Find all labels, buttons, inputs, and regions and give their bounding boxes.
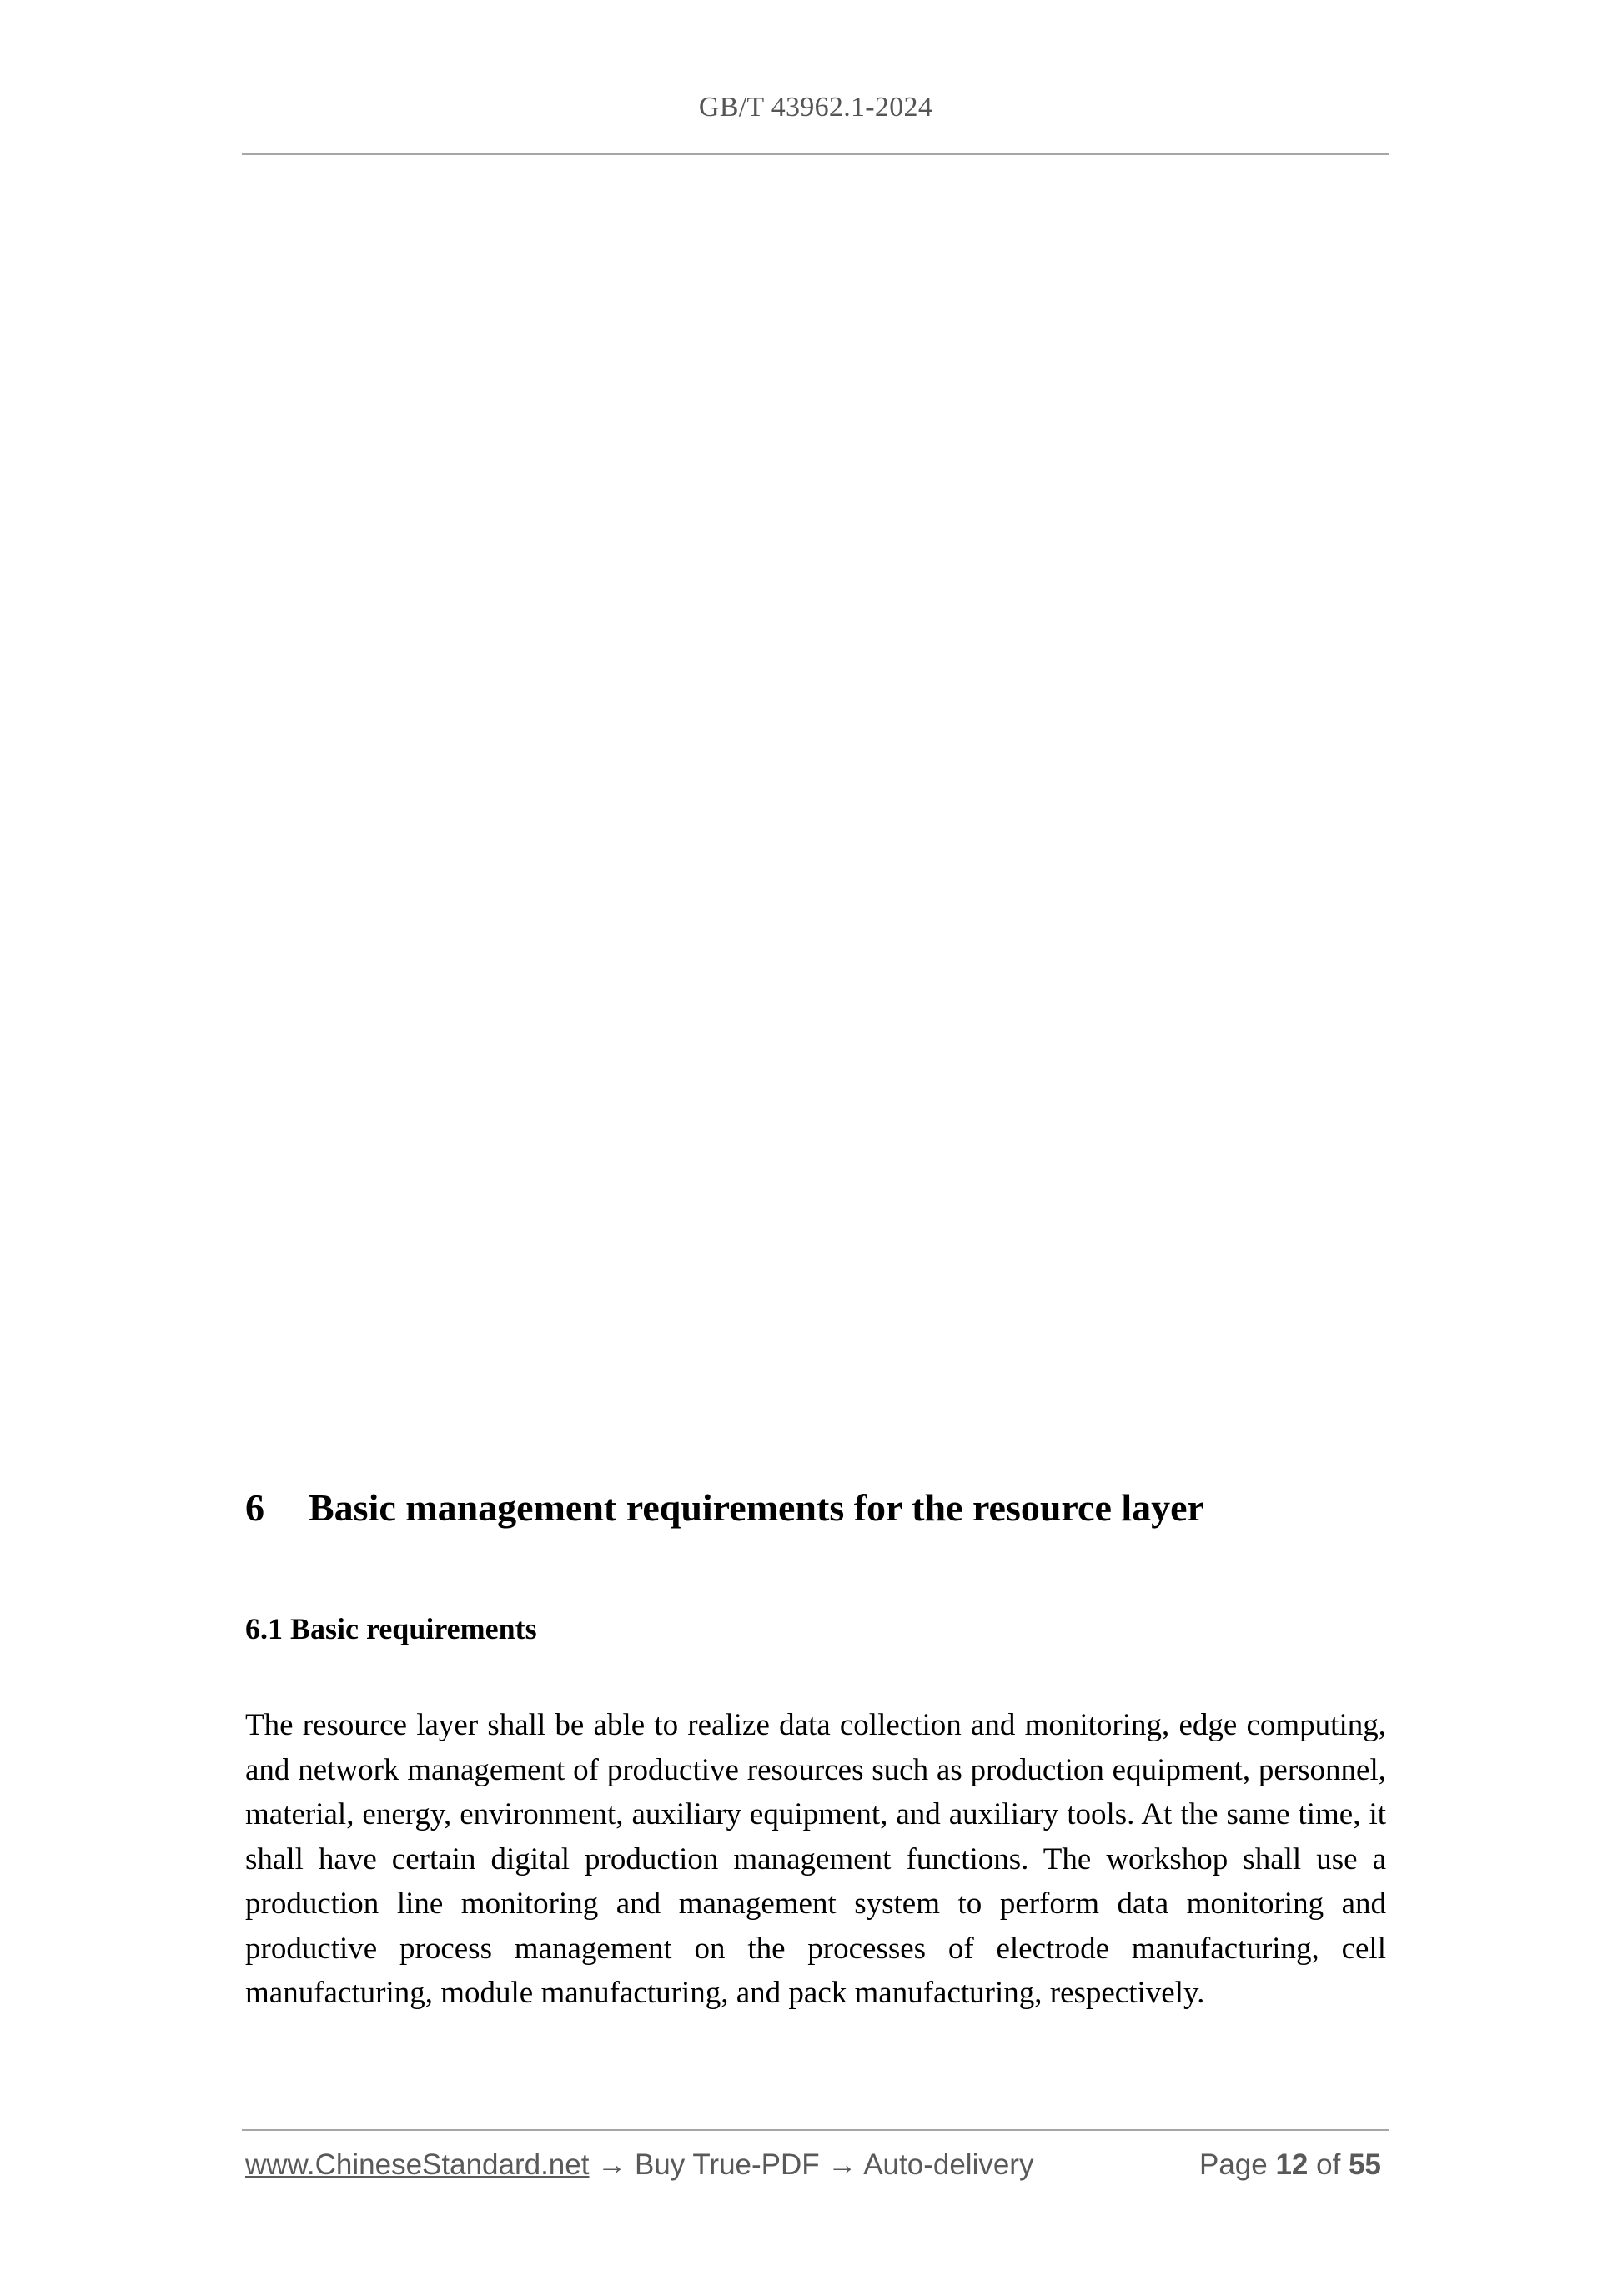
running-header: GB/T 43962.1-2024 <box>698 92 933 123</box>
section-number: 6 <box>245 1486 264 1529</box>
page-current: 12 <box>1275 2148 1309 2181</box>
arrow-right-icon: → <box>597 2148 627 2181</box>
section-heading <box>245 1485 1396 1530</box>
footer-divider <box>242 2129 1389 2131</box>
page-of: of <box>1316 2148 1341 2181</box>
section-title: Basic management requirements for the resource layer <box>309 1486 1204 1529</box>
site-link[interactable]: www.ChineseStandard.net <box>245 2148 590 2181</box>
page-footer <box>245 2148 1386 2182</box>
page-indicator <box>1199 2148 1381 2182</box>
arrow-right-icon: → <box>827 2148 857 2181</box>
page-label: Page <box>1198 2148 1268 2181</box>
buy-text: Buy True-PDF <box>634 2148 820 2181</box>
subsection-heading: 6.1 Basic requirements <box>245 1612 537 1645</box>
header-divider <box>242 153 1389 155</box>
page-total: 55 <box>1349 2148 1381 2181</box>
delivery-text: Auto-delivery <box>863 2148 1034 2181</box>
body-paragraph: The resource layer shall be able to realize data collection and monitoring, edge computing, and network management of productive resources such as production equipment, personnel, material, energy, environment, auxiliary equipment, and auxiliary tools. At the same time, it shall have certain digital production management functions. The workshop shall use a production line monitoring and management system to perform data monitoring and productive process management on the processes of electrode manufacturing, cell manufacturing, module manufacturing, and pack manufacturing, respectively. <box>245 1708 1386 2010</box>
